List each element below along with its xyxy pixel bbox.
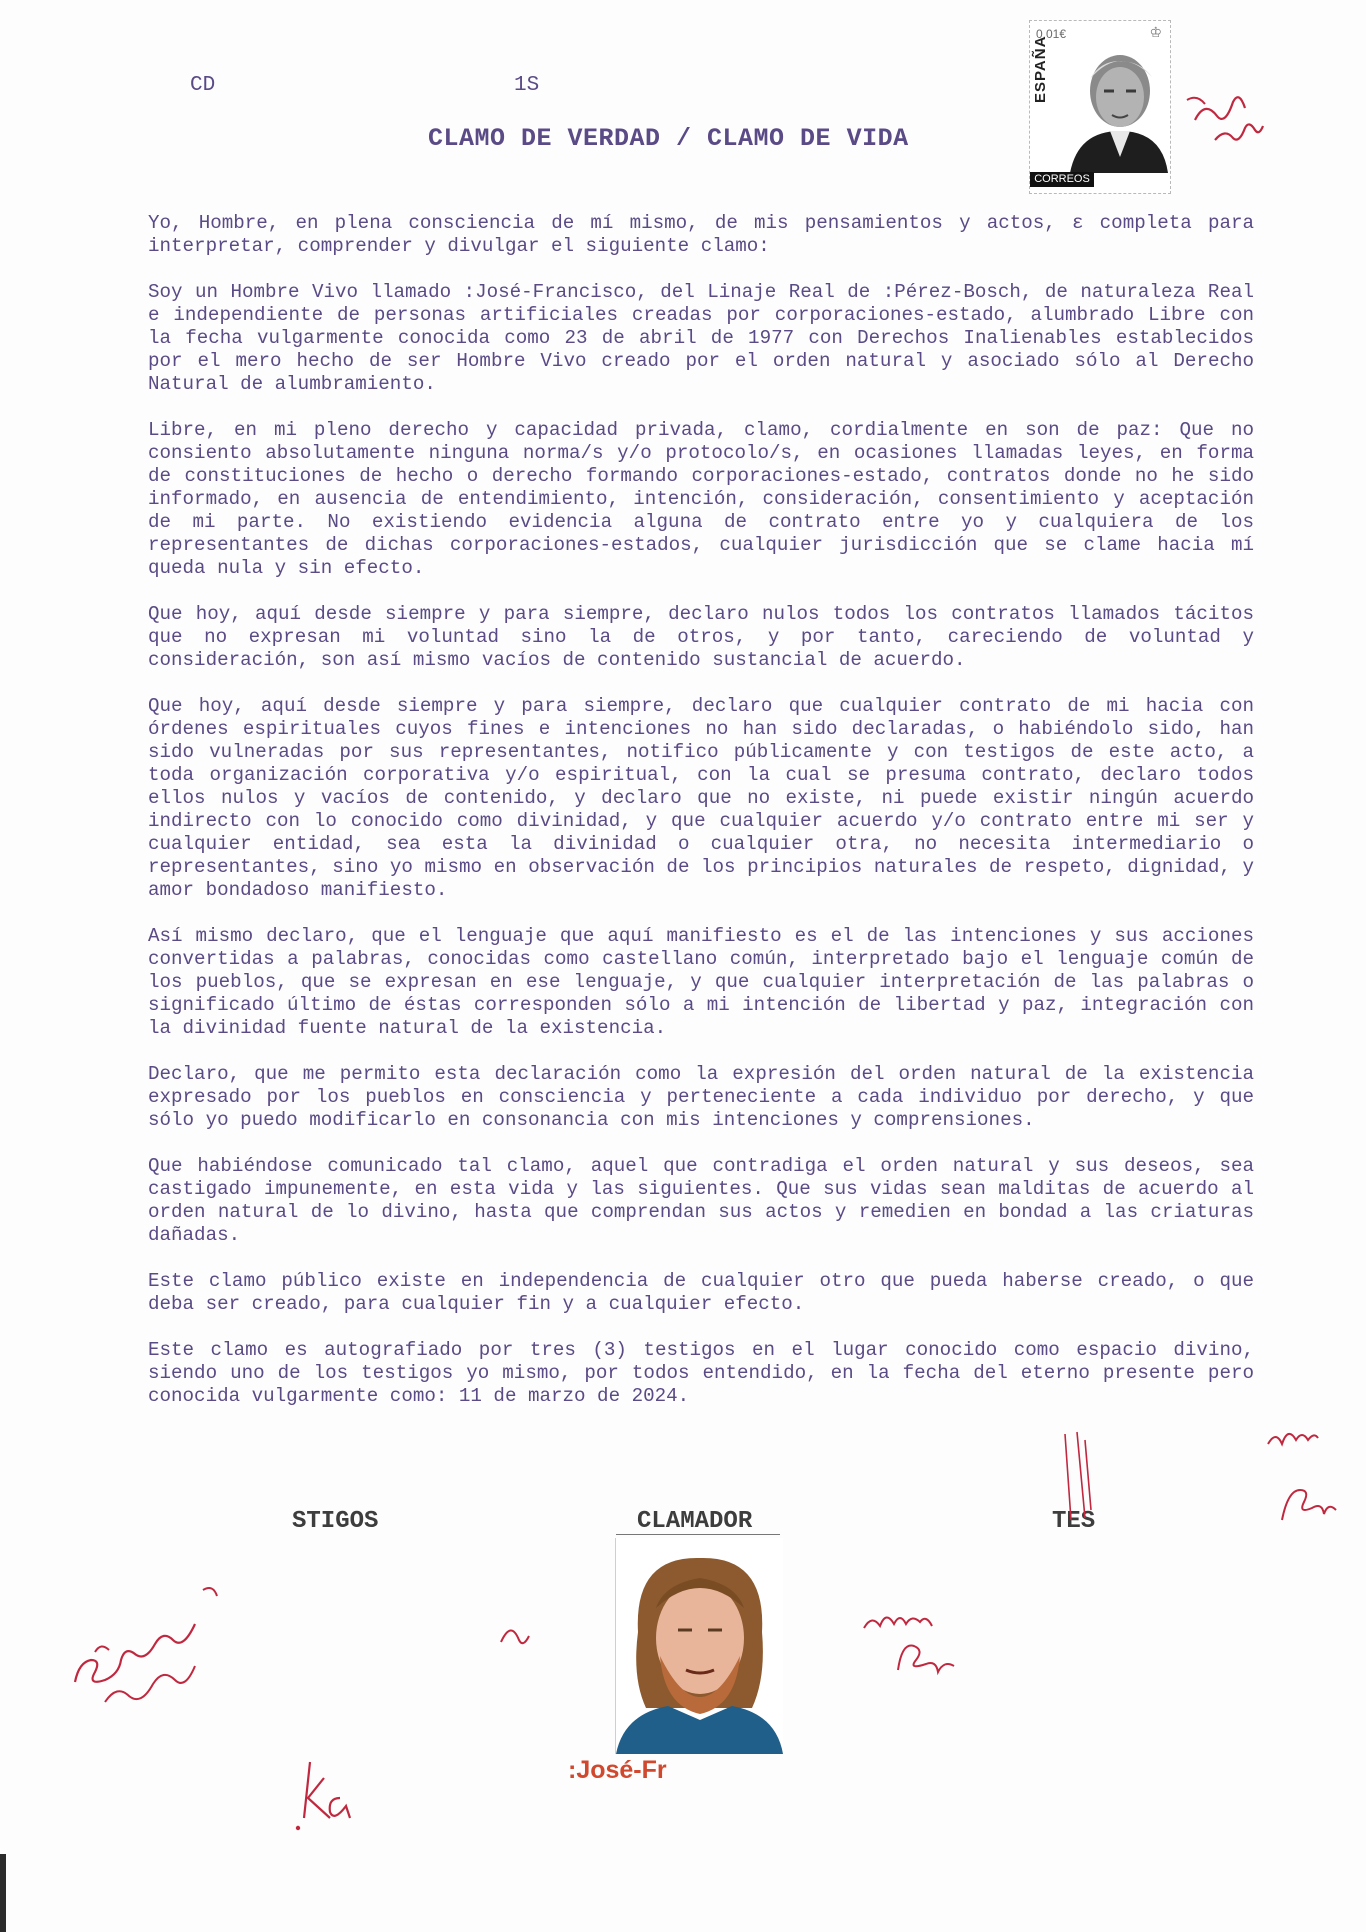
- handwritten-signature-center-right: [858, 1580, 968, 1680]
- stamp-value: 0,01€: [1036, 27, 1067, 41]
- paragraph: Que habiéndose comunicado tal clamo, aquel que contradiga el orden natural y sus deseos, sea castigado impunemente, en esta vida y las siguientes. Que sus vidas sean malditas de acuerdo al orden natural de lo divino, hasta que comprendan sus actos y remedien en bondad a las criaturas dañadas.: [148, 1155, 1254, 1246]
- claimant-photo: [615, 1538, 783, 1754]
- paragraph: Libre, en mi pleno derecho y capacidad privada, clamo, cordialmente en son de paz: Que no consiento absolutamente ninguna norma/s y/o protocolo/s, en ocasiones llamadas leyes, en forma de constituciones de hecho o derecho formando corporaciones-estado, contratos donde no he sido informado, en ausencia de entendimiento, intención, consideración, consentimiento y aceptación de mi parte. No existiendo evidencia alguna de contrato entre yo y cualquiera de los representantes de dichas corporaciones-estados, cualquier jurisdicción que se clame hacia mí queda nula y sin efecto.: [148, 419, 1254, 579]
- postage-stamp: [1029, 20, 1171, 194]
- paragraph: Yo, Hombre, en plena consciencia de mí mismo, de mis pensamientos y actos, ε completa para interpretar, comprender y divulgar el siguiente clamo:: [148, 212, 1254, 257]
- claimant-portrait-image: [616, 1538, 783, 1754]
- handwritten-signature-left: [65, 1570, 235, 1710]
- handwritten-mark: [495, 1620, 535, 1650]
- paragraph: Que hoy, aquí desde siempre y para siempre, declaro nulos todos los contratos llamados tácitos que no expresan mi voluntad sino la de otros, y por tanto, careciendo de voluntad y consideración, son así mismo vacíos de contenido sustancial de acuerdo.: [148, 603, 1254, 671]
- document-code-left: CD: [190, 74, 216, 97]
- handwritten-initials-bottom: [290, 1748, 370, 1838]
- photo-caption: :José-Fr: [568, 1756, 667, 1784]
- crown-icon: ♔: [1149, 26, 1162, 41]
- paragraph: Así mismo declaro, que el lenguaje que aquí manifiesto es el de las intenciones y sus acciones convertidas a palabras, conocidas como castellano común, interpretado bajo el lenguaje común de los pueblos, que se expresan en ese lenguaje, y que cualquier interpretación de las palabras o significado último de éstas corresponden sólo a mi intención de libertad y paz, integración con la divinidad fuente natural de la existencia.: [148, 925, 1254, 1039]
- document-code-center: 1S: [514, 74, 540, 97]
- stamp-portrait-image: [1060, 39, 1168, 173]
- paragraph: Declaro, que me permito esta declaración como la expresión del orden natural de la existencia expresado por los pueblos en consciencia y perteneciente a cada individuo por derecho, y que sólo yo puedo modificarlo en consonancia con mis intenciones y comprensiones.: [148, 1063, 1254, 1131]
- handwritten-signature-right-margin: [1262, 1410, 1352, 1540]
- paragraph: Este clamo público existe en independencia de cualquier otro que pueda haberse creado, o que deba ser creado, para cualquier fin y a cualquier efecto.: [148, 1270, 1254, 1315]
- document-body: [148, 212, 1254, 1431]
- claimant-rule: [616, 1534, 780, 1535]
- claimant-label: CLAMADOR: [637, 1508, 753, 1535]
- stamp-issuer: CORREOS: [1030, 172, 1094, 187]
- witnesses-label-left: STIGOS: [292, 1508, 379, 1535]
- paragraph: Que hoy, aquí desde siempre y para siempre, declaro que cualquier contrato de mi hacia con órdenes espirituales cuyos fines e intenciones no han sido declaradas, o habiéndolo sido, han sido vulneradas por sus representantes, notifico públicamente y con testigos de este acto, a toda organización corporativa y/o espiritual, con la cual se presuma contrato, declaro todos ellos nulos y vacíos de contenido, y declaro que no existe, ni puede existir ningún acuerdo indirecto con lo conocido como divinidad, y que cualquier acuerdo y/o contrato entre mi ser y cualquier entidad, sea esta la divinidad o cualquier otra, no necesita intermediario o representantes, sino yo mismo en observación de los principios naturales de respeto, dignidad, y amor bondadoso manifiesto.: [148, 695, 1254, 901]
- witnesses-label-right: TES: [1052, 1508, 1096, 1535]
- paragraph: Soy un Hombre Vivo llamado :José-Francisco, del Linaje Real de :Pérez-Bosch, de naturaleza Real e independiente de personas artificiales creadas por corporaciones-estado, alumbrado Libre con la fecha vulgarmente conocida como 23 de abril de 1977 con Derechos Inalienables establecidos por el mero hecho de ser Hombre Vivo creado por el orden natural y asociado sólo al Derecho Natural de alumbramiento.: [148, 281, 1254, 395]
- document-title: CLAMO DE VERDAD / CLAMO DE VIDA: [428, 124, 909, 153]
- stamp-country: ESPAÑA: [1032, 35, 1049, 103]
- scan-edge-mark: [0, 1854, 6, 1932]
- handwritten-signature-top-right: [1185, 80, 1280, 170]
- paragraph: Este clamo es autografiado por tres (3) testigos en el lugar conocido como espacio divino, siendo uno de los testigos yo mismo, por todos entendido, en la fecha del eterno presente pero conocida vulgarmente como: 11 de marzo de 2024.: [148, 1339, 1254, 1407]
